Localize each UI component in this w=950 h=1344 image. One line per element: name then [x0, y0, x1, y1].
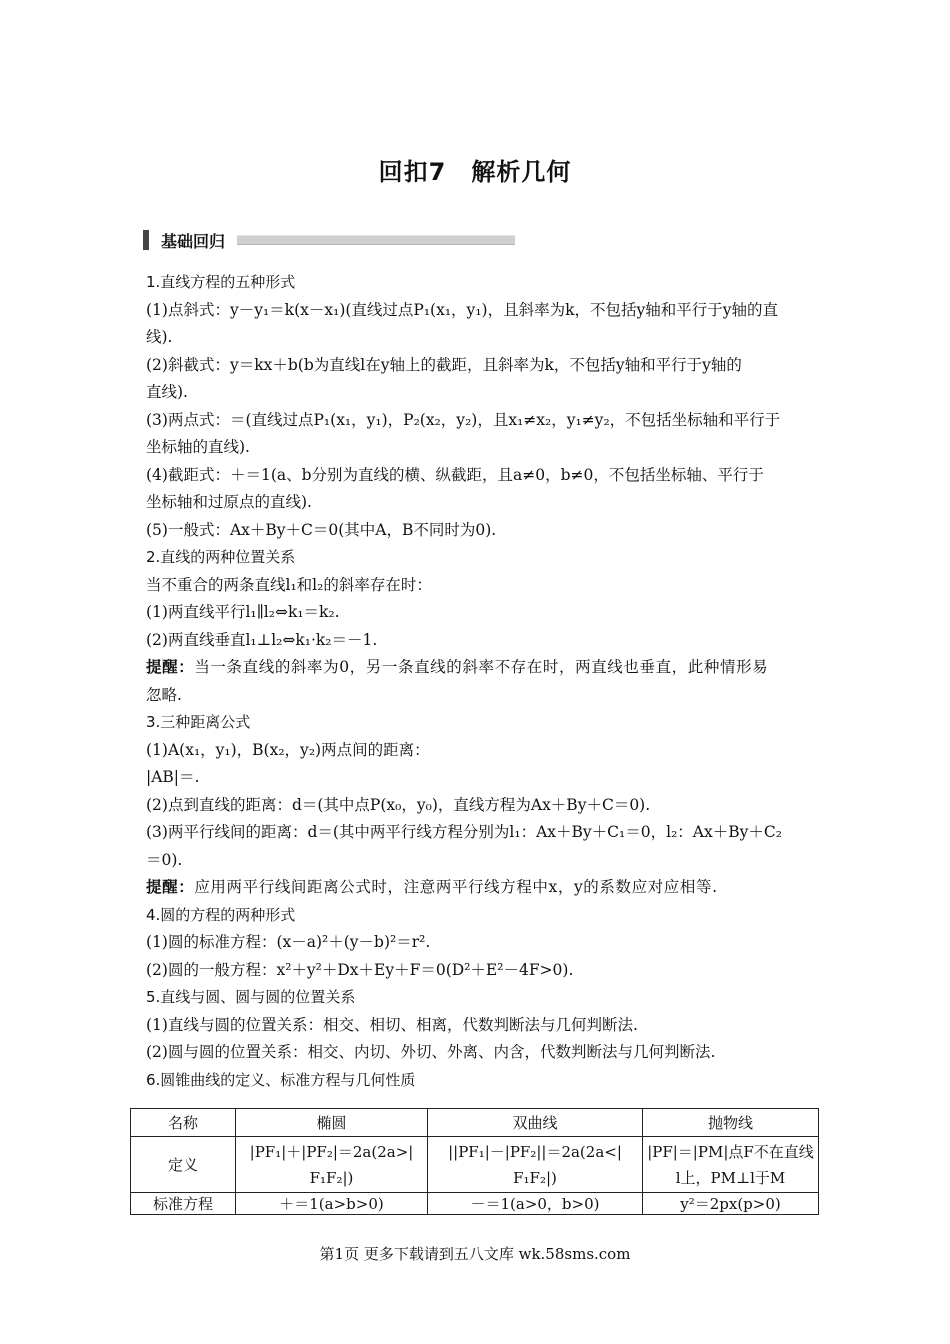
page-footer: 第1页 更多下载请到五八文库 wk.58sms.com: [319, 1245, 631, 1263]
reminder-note: [146, 874, 808, 902]
section-header: [143, 229, 515, 251]
conic-properties-table: [130, 1108, 819, 1215]
text-line: (4)截距式：＋＝1(a、b分别为直线的横、纵截距，且a≠0，b≠0，不包括坐标轴、平行于: [146, 465, 764, 484]
text-line: (1)点斜式：y－y₁＝k(x－x₁)(直线过点P₁(x₁，y₁)，且斜率为k，不包括y轴和平行于y轴的直: [146, 300, 778, 319]
cell-line: ||PF₁|－|PF₂||＝2a(2a<|: [448, 1142, 622, 1161]
text-line: (1)圆的标准方程：(x－a)²＋(y－b)²＝r².: [146, 933, 431, 951]
section-label: 基础回归: [161, 231, 226, 251]
cell-line: F₁F₂|): [513, 1168, 557, 1187]
table-header-cell: 双曲线: [428, 1109, 643, 1137]
table-row-label: 标准方程: [131, 1193, 236, 1215]
subsection-heading: 4.圆的方程的两种形式: [146, 905, 296, 924]
cell-line: |PF₁|＋|PF₂|＝2a(2a>|: [249, 1142, 414, 1161]
text-line: (2)斜截式：y＝kx＋b(b为直线l在y轴上的截距，且斜率为k，不包括y轴和平行于y轴的: [146, 355, 742, 374]
text-line: 忽略.: [146, 685, 182, 704]
table-cell: －＝1(a>0，b>0): [428, 1193, 643, 1215]
reminder-label: 提醒：: [146, 878, 195, 896]
cell-line: l上，PM⊥l于M: [675, 1168, 786, 1187]
subsection-heading: 3.三种距离公式: [146, 713, 251, 731]
text-line: 坐标轴和过原点的直线).: [146, 493, 312, 511]
subsection-heading: 6.圆锥曲线的定义、标准方程与几何性质: [146, 1070, 416, 1089]
table-header-row: [131, 1109, 819, 1137]
page-title: 回扣7 解析几何: [378, 158, 572, 186]
table-header-cell: 名称: [131, 1109, 236, 1137]
section-rule: [237, 235, 515, 245]
subsection-heading: 5.直线与圆、圆与圆的位置关系: [146, 988, 356, 1006]
table-header-cell: 抛物线: [643, 1109, 819, 1137]
table-header-cell: 椭圆: [236, 1109, 428, 1137]
cell-line: |PF|＝|PM|点F不在直线: [647, 1142, 814, 1161]
text-line: (1)两直线平行l₁∥l₂⇔k₁＝k₂.: [146, 603, 340, 621]
text-line: (1)A(x₁，y₁)，B(x₂，y₂)两点间的距离：: [146, 740, 430, 759]
reminder-label: 提醒：: [146, 658, 195, 676]
reminder-text: 当一条直线的斜率为0，另一条直线的斜率不存在时，两直线也垂直，此种情形易: [194, 658, 769, 676]
text-line: (2)两直线垂直l₁⊥l₂⇔k₁·k₂＝－1.: [146, 630, 378, 649]
text-line: (5)一般式：Ax＋By＋C＝0(其中A，B不同时为0).: [146, 520, 497, 539]
section-marker: [143, 230, 149, 250]
table-cell: [428, 1137, 643, 1193]
table-row-label: 定义: [131, 1137, 236, 1193]
text-line: (2)圆的一般方程：x²＋y²＋Dx＋Ey＋F＝0(D²＋E²－4F>0).: [146, 960, 574, 979]
cell-line: F₁F₂|): [309, 1168, 354, 1187]
reminder-note: [146, 654, 808, 682]
text-line: 当不重合的两条直线l₁和l₂的斜率存在时：: [146, 575, 432, 594]
table-cell: [236, 1137, 428, 1193]
text-line: (2)点到直线的距离：d＝(其中点P(x₀，y₀)，直线方程为Ax＋By＋C＝0).: [146, 795, 651, 814]
subsection-heading: 1.直线方程的五种形式: [146, 273, 296, 291]
text-line: 线).: [146, 328, 173, 346]
table-row: [131, 1137, 819, 1193]
text-line: (2)圆与圆的位置关系：相交、内切、外切、外离、内含，代数判断法与几何判断法.: [146, 1043, 716, 1061]
subsection-heading: 2.直线的两种位置关系: [146, 548, 296, 566]
table-cell: ＋＝1(a>b>0): [236, 1193, 428, 1215]
reminder-text: 应用两平行线间距离公式时，注意两平行线方程中x，y的系数应对应相等.: [194, 878, 718, 896]
text-line: |AB|＝.: [146, 768, 200, 786]
table-row: [131, 1193, 819, 1215]
text-line: (3)两平行线间的距离：d＝(其中两平行线方程分别为l₁：Ax＋By＋C₁＝0，l₂：Ax＋By＋C₂: [146, 823, 782, 841]
text-line: 直线).: [146, 383, 188, 401]
text-line: (3)两点式：＝(直线过点P₁(x₁，y₁)，P₂(x₂，y₂)，且x₁≠x₂，y₁≠y₂，不包括坐标轴和平行于: [146, 410, 781, 429]
text-line: (1)直线与圆的位置关系：相交、相切、相离，代数判断法与几何判断法.: [146, 1015, 638, 1034]
text-line: ＝0).: [146, 850, 183, 869]
table-cell: y²＝2px(p>0): [643, 1193, 819, 1215]
text-line: 坐标轴的直线).: [146, 438, 250, 456]
table-cell: [643, 1137, 819, 1193]
content-body: [146, 269, 808, 1094]
